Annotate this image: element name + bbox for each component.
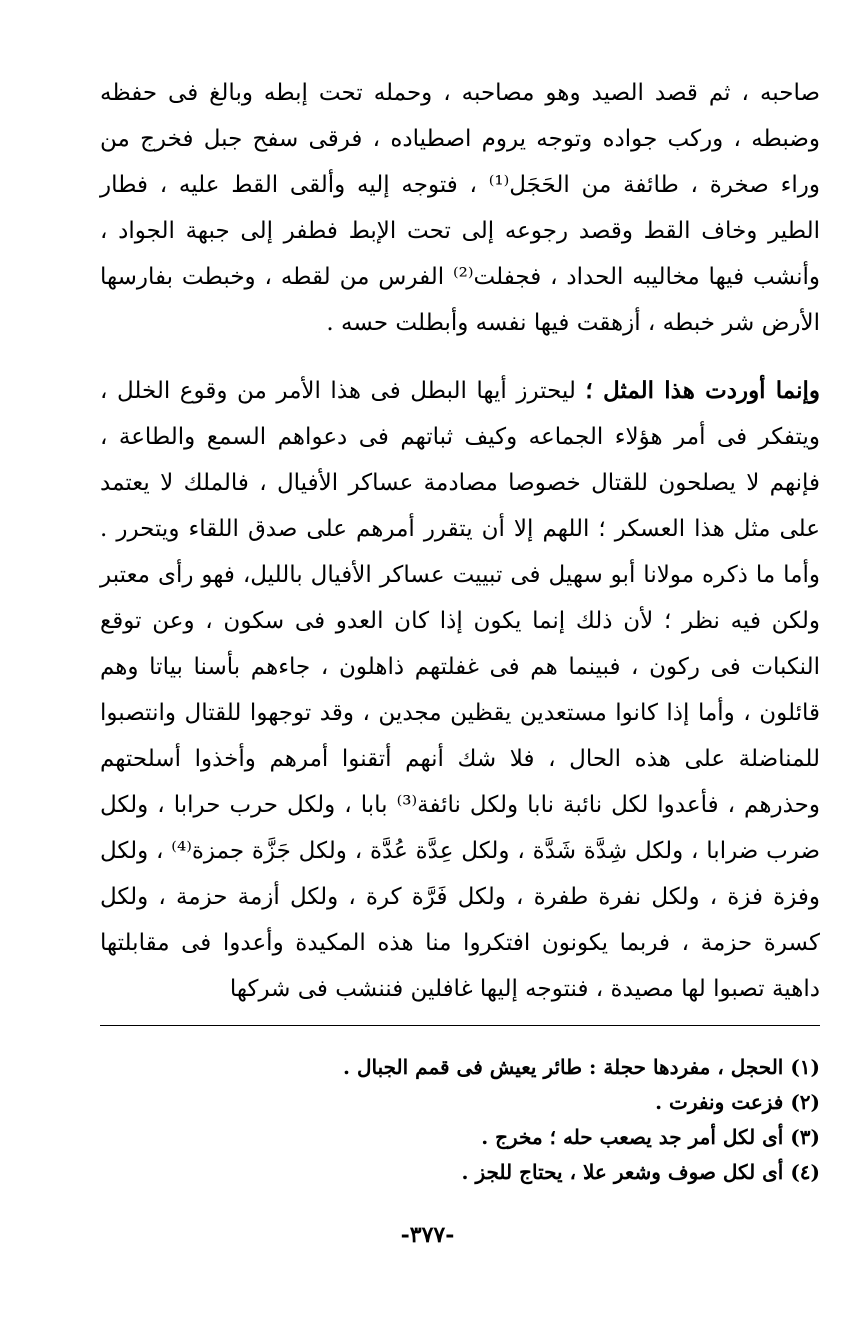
body-paragraph-1: صاحبه ، ثم قصد الصيد وهو مصاحبه ، وحمله تحت إبطه وبالغ فى حفظه وضبطه ، وركب جواده وتوجه يروم اصطياده ، فرقى سفح جبل فخرج من وراء صخرة ، طائفة من الحَجَل⁽¹⁾ ، فتوجه إليه وألقى القط عليه ، فطار الطير وخاف القط وقصد رجوعه إلى تحت الإبط فطفر إلى جبهة الجواد ، وأنشب فيها مخاليبه الحداد ، فجفلت⁽²⁾ الفرس من لقطه ، وخبطت بفارسها الأرض شر خبطه ، أزهقت فيها نفسه وأبطلت حسه .	[100, 80, 821, 336]
body-paragraph-2	[100, 368, 820, 1012]
paragraph-lead: وإنما أوردت هذا المثل ؛	[585, 377, 821, 404]
footnote-divider	[100, 1025, 820, 1026]
footnote-3: (٣) أى لكل أمر جد يصعب حله ؛ مخرج .	[481, 1125, 820, 1149]
footnote-2: (٢) فزعت ونفرت .	[655, 1090, 820, 1114]
footnote-4: (٤) أى لكل صوف وشعر علا ، يحتاج للجز .	[461, 1160, 820, 1184]
page-number: -٣٧٧-	[400, 1222, 455, 1248]
paragraph-text: ليحترز أيها البطل فى هذا الأمر من وقوع الخلل ، ويتفكر فى أمر هؤلاء الجماعه وكيف ثباتهم فى دعواهم السمع والطاعة ، فإنهم لا يصلحون للقتال خصوصا مصادمة عساكر الأفيال ، فالملك لا يعتمد على مثل هذا العسكر ؛ اللهم إلا أن يتقرر أمرهم على صدق اللقاء ويتحرر . وأما ما ذكره مولانا أبو سهيل فى تبييت عساكر الأفيال بالليل، فهو رأى معتبر ولكن فيه نظر ؛ لأن ذلك إنما يكون إذا كان العدو فى سكون ، وعن توقع النكبات فى ركون ، فبينما هم فى غفلتهم ذاهلون ، جاءهم بأسنا بياتا وهم قائلون ، وأما إذا كانوا مستعدين يقظين مجدين ، وقد توجهوا للقتال وانتصبوا للمناضلة على هذه الحال ، فلا شك أنهم أتقنوا أمرهم وأخذوا أسلحتهم وحذرهم ، فأعدوا لكل نائبة نابا ولكل نائفة⁽³⁾ بابا ، ولكل حرب حرابا ، ولكل ضرب ضرابا ، ولكل شِدَّة شَدَّة ، ولكل عِدَّة عُدَّة ، ولكل جَزَّة جمزة⁽⁴⁾ ، ولكل وفزة فزة ، ولكل نفرة طفرة ، ولكل فَرَّة كرة ، ولكل أزمة حزمة ، ولكل كسرة حزمة ، فربما يكونون افتكروا منا هذه المكيدة وأعدوا فى مقابلتها داهية تصبوا لها مصيدة ، فنتوجه إليها غافلين فننشب فى شركها	[100, 378, 821, 1002]
footnote-1: (١) الحجل ، مفردها حجلة : طائر يعيش فى قمم الجبال .	[343, 1055, 820, 1079]
footnotes	[100, 1050, 820, 1190]
